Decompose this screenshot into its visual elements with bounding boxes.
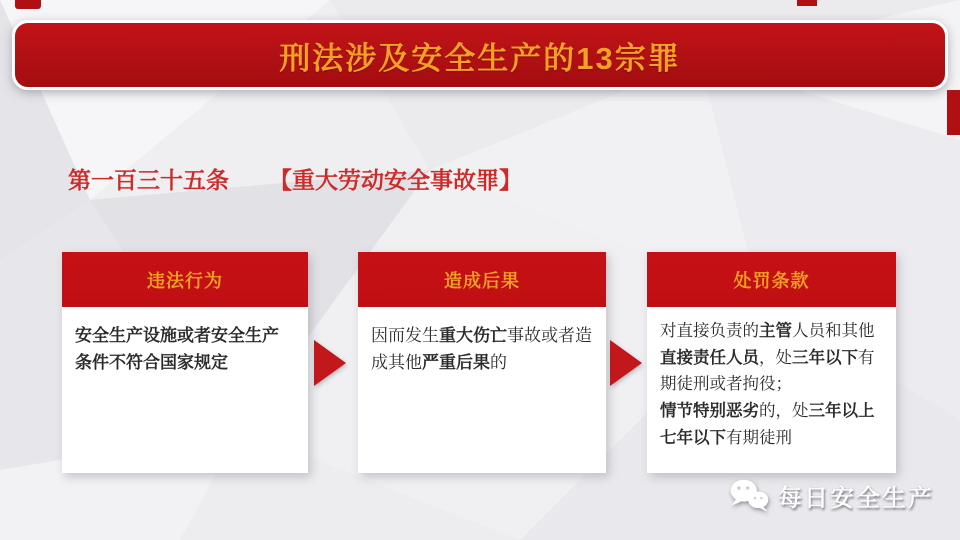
card-header (62, 252, 308, 307)
red-edge-tab (947, 90, 960, 135)
red-edge-tab (15, 0, 41, 9)
card-punishment (647, 252, 896, 473)
crime-name: 【重大劳动安全事故罪】 (269, 167, 522, 193)
article-subtitle (68, 162, 522, 195)
article-number: 第一百三十五条 (68, 167, 229, 193)
card-consequence (358, 252, 606, 473)
card-body-text: 对直接负责的主管人员和其他直接责任人员，处三年以下有期徒刑或者拘役； 情节特别恶劣的，处三年以上七年以下有期徒刑 (660, 322, 875, 447)
watermark-label: 每日安全生产 (778, 484, 934, 512)
card-header (358, 252, 606, 307)
flow-arrow-icon (314, 340, 346, 386)
card-body-text: 安全生产设施或者安全生产条件不符合国家规定 (75, 326, 279, 373)
card-header-label: 造成后果 (444, 270, 520, 291)
page-title: 刑法涉及安全生产的13宗罪 (279, 40, 681, 76)
card-header-label: 违法行为 (147, 270, 223, 291)
card-illegal-act (62, 252, 308, 473)
wechat-icon (728, 477, 770, 513)
flow-arrow-icon (610, 340, 642, 386)
title-banner (12, 20, 948, 90)
red-edge-tab (797, 0, 817, 6)
account-watermark (728, 477, 934, 513)
card-header (647, 252, 896, 307)
card-header-label: 处罚条款 (733, 270, 810, 291)
card-body-text: 因而发生重大伤亡事故或者造成其他严重后果的 (371, 326, 592, 373)
